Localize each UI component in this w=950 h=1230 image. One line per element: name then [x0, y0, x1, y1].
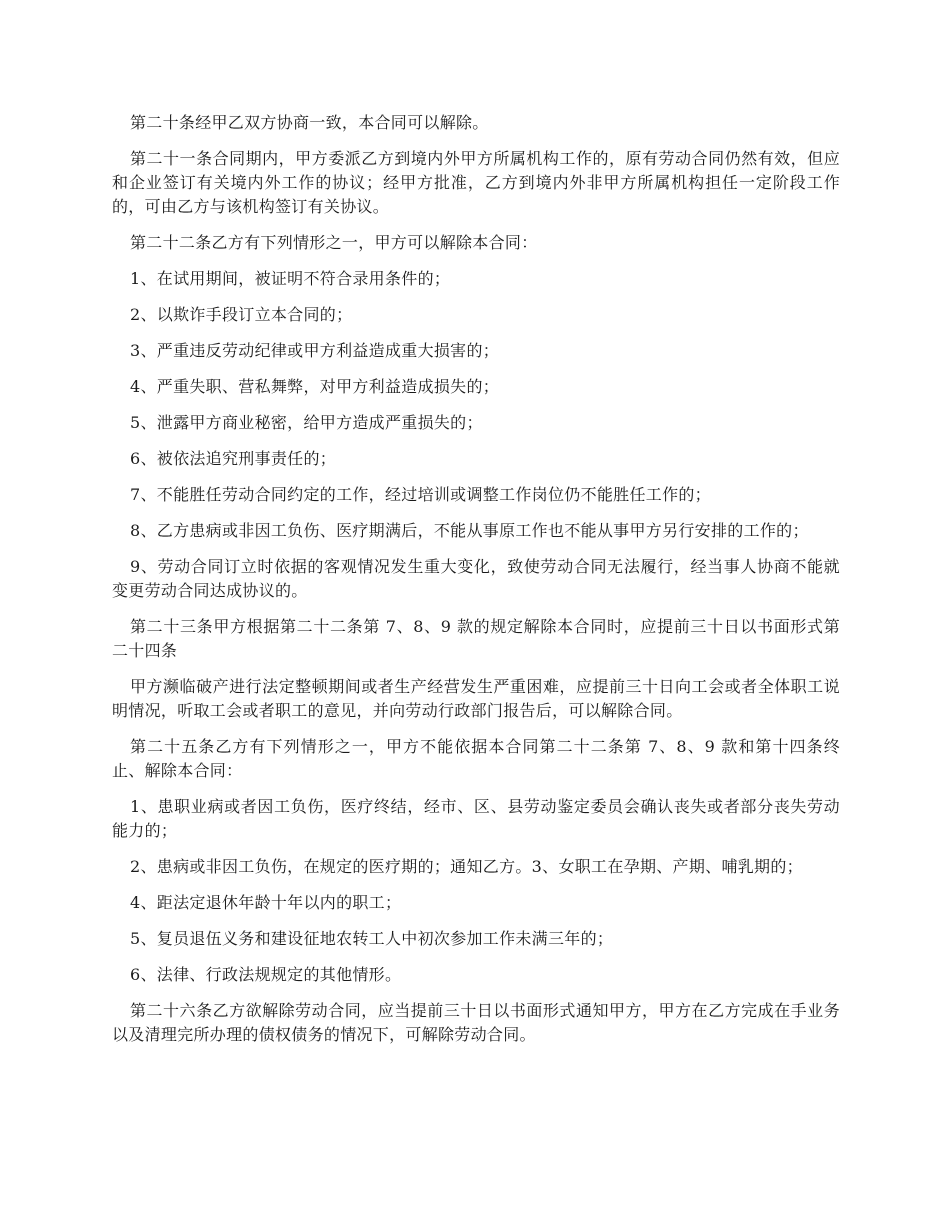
list-item: 2、患病或非因工负伤，在规定的医疗期的；通知乙方。3、女职工在孕期、产期、哺乳期的； — [130, 857, 803, 876]
list-item: 2、以欺诈手段订立本合同的； — [130, 305, 353, 324]
list-item: 4、严重失职、营私舞弊，对甲方利益造成损失的； — [130, 377, 500, 396]
document-body — [112, 111, 840, 1059]
paragraph-article-24: 甲方濒临破产进行法定整顿期间或者生产经营发生严重困难，应提前三十日向工会或者全体职工说明情况，听取工会或者职工的意见，并向劳动行政部门报告后，可以解除合同。 — [112, 677, 840, 720]
list-item: 5、复员退伍义务和建设征地农转工人中初次参加工作未满三年的； — [130, 929, 614, 948]
list-item: 1、患职业病或者因工负伤，医疗终结，经市、区、县劳动鉴定委员会确认丧失或者部分丧失劳动能力的； — [112, 797, 840, 840]
paragraph-article-26: 第二十六条乙方欲解除劳动合同，应当提前三十日以书面形式通知甲方，甲方在乙方完成在手业务以及清理完所办理的债权债务的情况下，可解除劳动合同。 — [112, 1001, 840, 1044]
list-item: 4、距法定退休年龄十年以内的职工； — [130, 893, 402, 912]
list-item: 6、法律、行政法规规定的其他情形。 — [130, 965, 402, 984]
paragraph-article-21: 第二十一条合同期内，甲方委派乙方到境内外甲方所属机构工作的，原有劳动合同仍然有效，但应和企业签订有关境内外工作的协议；经甲方批准，乙方到境内外非甲方所属机构担任一定阶段工作的，可由乙方与该机构签订有关协议。 — [112, 149, 840, 216]
list-item: 8、乙方患病或非因工负伤、医疗期满后，不能从事原工作也不能从事甲方另行安排的工作的； — [130, 521, 809, 540]
list-item: 7、不能胜任劳动合同约定的工作，经过培训或调整工作岗位仍不能胜任工作的； — [130, 485, 711, 504]
paragraph-article-25: 第二十五条乙方有下列情形之一，甲方不能依据本合同第二十二条第 7、8、9 款和第十四条终止、解除本合同： — [112, 737, 840, 780]
paragraph-article-20: 第二十条经甲乙双方协商一致，本合同可以解除。 — [130, 113, 489, 132]
list-item: 3、严重违反劳动纪律或甲方利益造成重大损害的； — [130, 341, 500, 360]
list-item: 9、劳动合同订立时依据的客观情况发生重大变化，致使劳动合同无法履行，经当事人协商不能就变更劳动合同达成协议的。 — [112, 557, 840, 600]
list-item: 5、泄露甲方商业秘密，给甲方造成严重损失的； — [130, 413, 483, 432]
paragraph-article-23: 第二十三条甲方根据第二十二条第 7、8、9 款的规定解除本合同时，应提前三十日以书面形式第二十四条 — [112, 617, 840, 660]
list-item: 6、被依法追究刑事责任的； — [130, 449, 337, 468]
list-item: 1、在试用期间，被证明不符合录用条件的； — [130, 269, 451, 288]
paragraph-article-22: 第二十二条乙方有下列情形之一，甲方可以解除本合同： — [130, 233, 538, 252]
